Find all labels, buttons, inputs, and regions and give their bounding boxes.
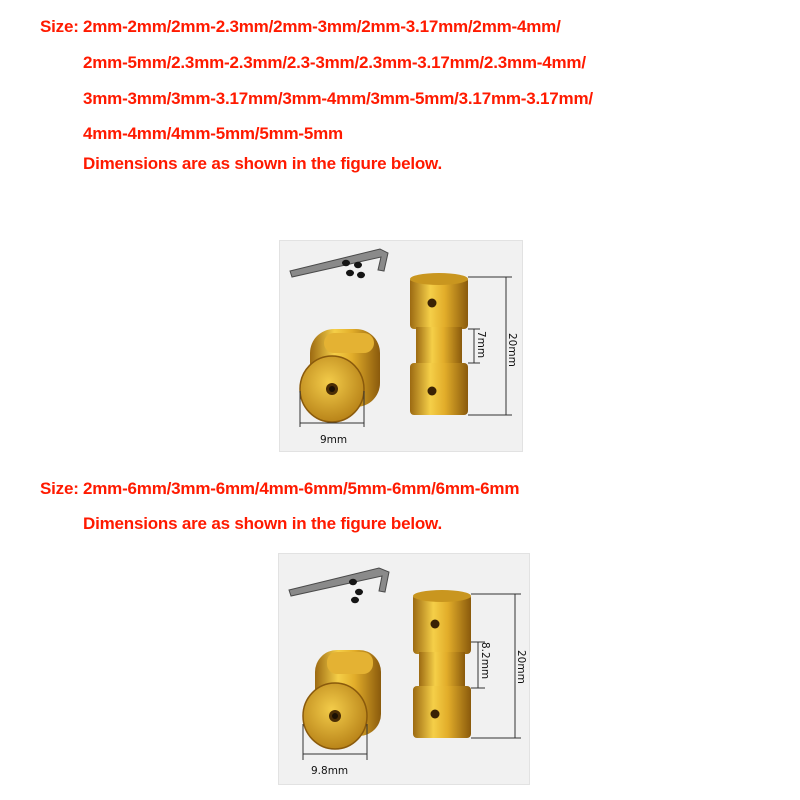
- hex-key-icon: [290, 249, 388, 277]
- coupler-end-view: [300, 329, 380, 422]
- coupler-figure-2: [278, 553, 530, 785]
- coupler-side-view: [410, 273, 468, 415]
- size-line-3: 3mm-3mm/3mm-3.17mm/3mm-4mm/3mm-5mm/3.17mm-3.17mm/: [83, 89, 593, 108]
- coupler-end-view: [303, 650, 381, 749]
- length-dimension: [468, 277, 512, 415]
- hex-key-icon: [289, 568, 389, 596]
- coupler-illustration-1: [280, 241, 522, 451]
- size-line-5: 2mm-6mm/3mm-6mm/4mm-6mm/5mm-6mm/6mm-6mm: [83, 479, 520, 498]
- diameter-label: 9mm: [320, 434, 348, 446]
- size-line-1: 2mm-2mm/2mm-2.3mm/2mm-3mm/2mm-3.17mm/2mm-4mm/: [83, 17, 561, 36]
- dimensions-note-1: Dimensions are as shown in the figure below.: [83, 154, 442, 173]
- inner-label: 7mm: [475, 331, 487, 359]
- size-line-2: 2mm-5mm/2.3mm-2.3mm/2.3-3mm/2.3mm-3.17mm/2.3mm-4mm/: [83, 53, 586, 72]
- size-label-2: Size:: [40, 479, 79, 498]
- length-label: 20mm: [506, 333, 518, 367]
- inner-label: 8.2mm: [479, 642, 491, 680]
- diameter-label: 9.8mm: [311, 765, 349, 777]
- set-screws-icon: [349, 579, 363, 603]
- coupler-illustration-2: [279, 554, 529, 784]
- dimensions-note-2: Dimensions are as shown in the figure below.: [83, 514, 442, 533]
- coupler-side-view: [413, 590, 471, 738]
- size-line-4: 4mm-4mm/4mm-5mm/5mm-5mm: [83, 124, 343, 143]
- coupler-figure-1: [279, 240, 523, 452]
- size-label-1: Size:: [40, 17, 79, 36]
- length-label: 20mm: [515, 650, 527, 684]
